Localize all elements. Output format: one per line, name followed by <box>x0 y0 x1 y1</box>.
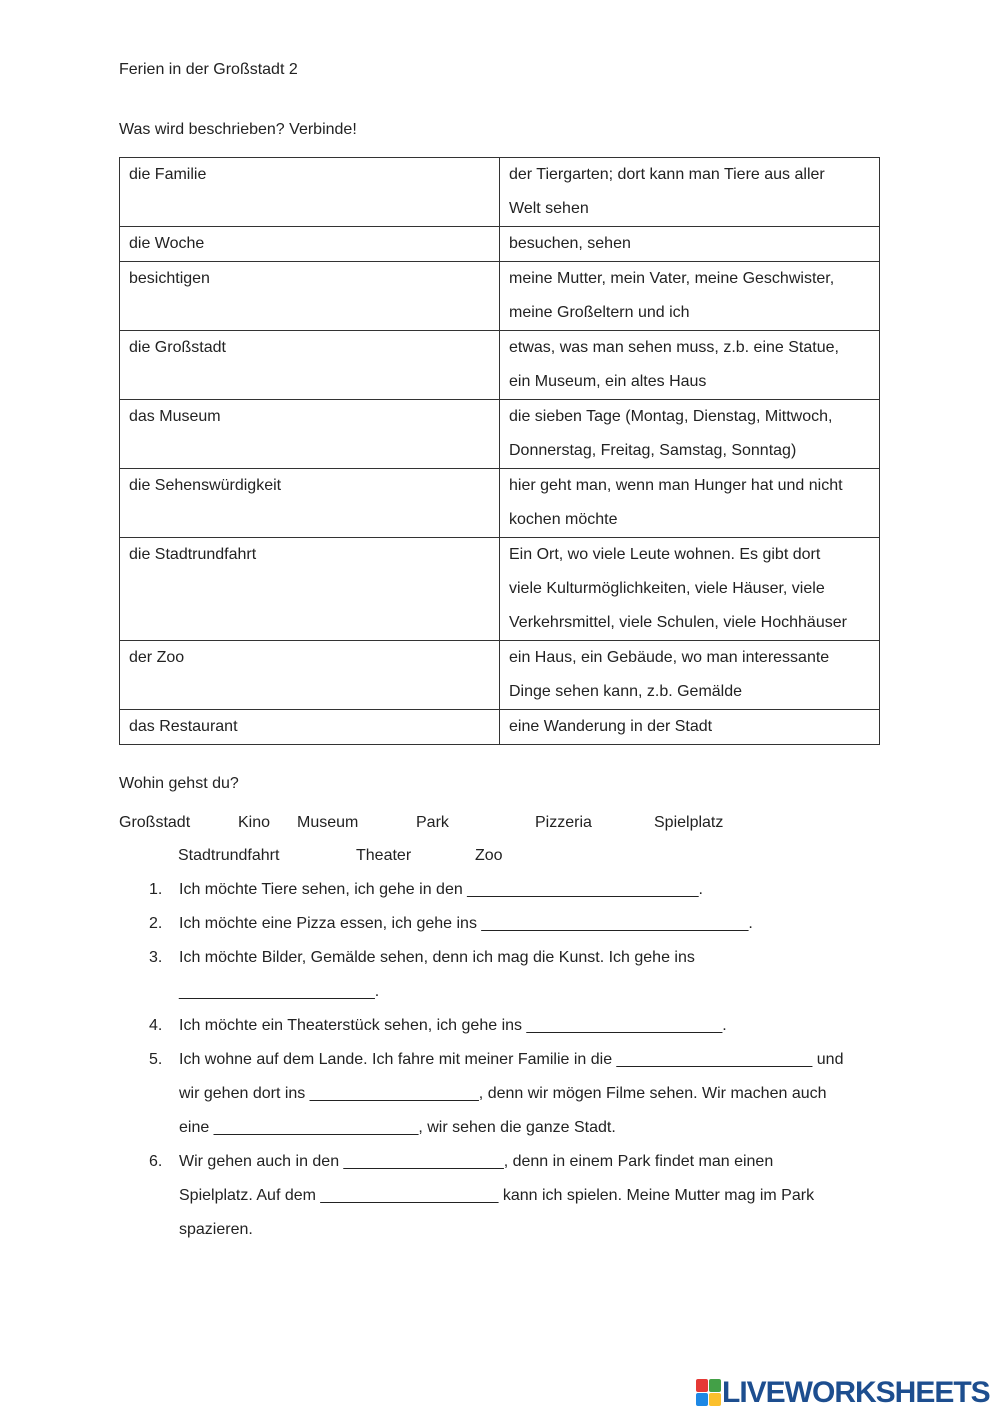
task-line[interactable]: spazieren. <box>179 1221 253 1238</box>
fill-in-task-list <box>119 873 889 1247</box>
word-bank-item: Kino <box>238 814 271 831</box>
definition-cell[interactable] <box>500 331 880 400</box>
worksheet-title: Ferien in der Großstadt 2 <box>119 61 298 78</box>
definition-line: hier geht man, wenn man Hunger hat und nicht <box>509 477 843 494</box>
task-number: 1. <box>149 881 163 898</box>
term-cell[interactable]: die Woche <box>120 227 500 262</box>
definition-line: Verkehrsmittel, viele Schulen, viele Hochhäuser <box>509 614 847 631</box>
word-bank-item: Museum <box>297 814 359 831</box>
logo-square <box>709 1393 721 1406</box>
task-item <box>119 1145 889 1247</box>
word-bank-item: Großstadt <box>119 814 191 831</box>
task-item <box>119 1043 889 1145</box>
matching-row <box>120 538 880 641</box>
term-cell[interactable]: die Stadtrundfahrt <box>120 538 500 641</box>
definition-cell[interactable] <box>500 158 880 227</box>
term-cell[interactable]: die Sehenswürdigkeit <box>120 469 500 538</box>
task-line[interactable]: Spielplatz. Auf dem ____________________ kann ich spielen. Meine Mutter mag im Park <box>179 1187 815 1204</box>
matching-row <box>120 469 880 538</box>
task-line[interactable]: ______________________. <box>179 983 380 1000</box>
task-line[interactable]: Ich möchte ein Theaterstück sehen, ich gehe ins ______________________. <box>179 1017 727 1034</box>
word-bank-item: Zoo <box>475 847 503 864</box>
term-cell[interactable]: der Zoo <box>120 641 500 710</box>
definition-cell[interactable] <box>500 710 880 745</box>
definition-line: viele Kulturmöglichkeiten, viele Häuser, viele <box>509 580 825 597</box>
definition-cell[interactable] <box>500 469 880 538</box>
definition-line: meine Mutter, mein Vater, meine Geschwister, <box>509 270 835 287</box>
task-line[interactable]: Ich möchte Bilder, Gemälde sehen, denn ich mag die Kunst. Ich gehe ins <box>179 949 695 966</box>
definition-line: besuchen, sehen <box>509 235 631 252</box>
term-cell[interactable]: die Großstadt <box>120 331 500 400</box>
logo-square <box>696 1393 708 1406</box>
definition-line: Welt sehen <box>509 200 589 217</box>
task-item <box>119 873 889 907</box>
task-line[interactable]: Ich möchte Tiere sehen, ich gehe in den __________________________. <box>179 881 703 898</box>
logo-square <box>709 1379 721 1392</box>
definition-cell[interactable] <box>500 400 880 469</box>
logo-mark-icon <box>696 1379 722 1407</box>
task-item <box>119 907 889 941</box>
definition-line: Ein Ort, wo viele Leute wohnen. Es gibt dort <box>509 546 821 563</box>
task-line[interactable]: wir gehen dort ins ___________________, denn wir mögen Filme sehen. Wir machen auch <box>179 1085 827 1102</box>
definition-line: meine Großeltern und ich <box>509 304 690 321</box>
word-bank-item: Theater <box>356 847 412 864</box>
matching-row <box>120 400 880 469</box>
task-number: 2. <box>149 915 163 932</box>
matching-row <box>120 641 880 710</box>
matching-row <box>120 227 880 262</box>
word-bank-item: Stadtrundfahrt <box>178 847 280 864</box>
term-cell[interactable]: besichtigen <box>120 262 500 331</box>
task-line[interactable]: Ich wohne auf dem Lande. Ich fahre mit meiner Familie in die ______________________ und <box>179 1051 844 1068</box>
task-line[interactable]: Ich möchte eine Pizza essen, ich gehe ins ______________________________. <box>179 915 753 932</box>
task-number: 5. <box>149 1051 163 1068</box>
logo-text: LIVEWORKSHEETS <box>722 1376 990 1409</box>
word-bank-item: Pizzeria <box>535 814 592 831</box>
matching-row <box>120 262 880 331</box>
definition-line: eine Wanderung in der Stadt <box>509 718 713 735</box>
exercise1-instruction: Was wird beschrieben? Verbinde! <box>119 121 357 138</box>
task-item <box>119 1009 889 1043</box>
definition-line: die sieben Tage (Montag, Dienstag, Mittwoch, <box>509 408 833 425</box>
task-number: 4. <box>149 1017 163 1034</box>
matching-table <box>119 157 880 745</box>
liveworksheets-logo <box>696 1376 996 1410</box>
definition-cell[interactable] <box>500 641 880 710</box>
task-number: 3. <box>149 949 163 966</box>
definition-line: ein Haus, ein Gebäude, wo man interessante <box>509 649 830 666</box>
task-line[interactable]: Wir gehen auch in den __________________, denn in einem Park findet man einen <box>179 1153 774 1170</box>
definition-line: der Tiergarten; dort kann man Tiere aus aller <box>509 166 825 183</box>
definition-cell[interactable] <box>500 538 880 641</box>
task-line[interactable]: eine _______________________, wir sehen die ganze Stadt. <box>179 1119 616 1136</box>
definition-cell[interactable] <box>500 262 880 331</box>
definition-line: etwas, was man sehen muss, z.b. eine Statue, <box>509 339 839 356</box>
matching-row <box>120 331 880 400</box>
definition-line: ein Museum, ein altes Haus <box>509 373 707 390</box>
logo-square <box>696 1379 708 1392</box>
definition-line: Dinge sehen kann, z.b. Gemälde <box>509 683 743 700</box>
task-item <box>119 941 889 1009</box>
definition-line: kochen möchte <box>509 511 618 528</box>
matching-row <box>120 710 880 745</box>
term-cell[interactable]: das Restaurant <box>120 710 500 745</box>
word-bank-item: Park <box>416 814 449 831</box>
term-cell[interactable]: die Familie <box>120 158 500 227</box>
matching-row <box>120 158 880 227</box>
word-bank-item: Spielplatz <box>654 814 724 831</box>
term-cell[interactable]: das Museum <box>120 400 500 469</box>
exercise2-instruction: Wohin gehst du? <box>119 775 239 792</box>
definition-cell[interactable] <box>500 227 880 262</box>
definition-line: Donnerstag, Freitag, Samstag, Sonntag) <box>509 442 797 459</box>
task-number: 6. <box>149 1153 163 1170</box>
